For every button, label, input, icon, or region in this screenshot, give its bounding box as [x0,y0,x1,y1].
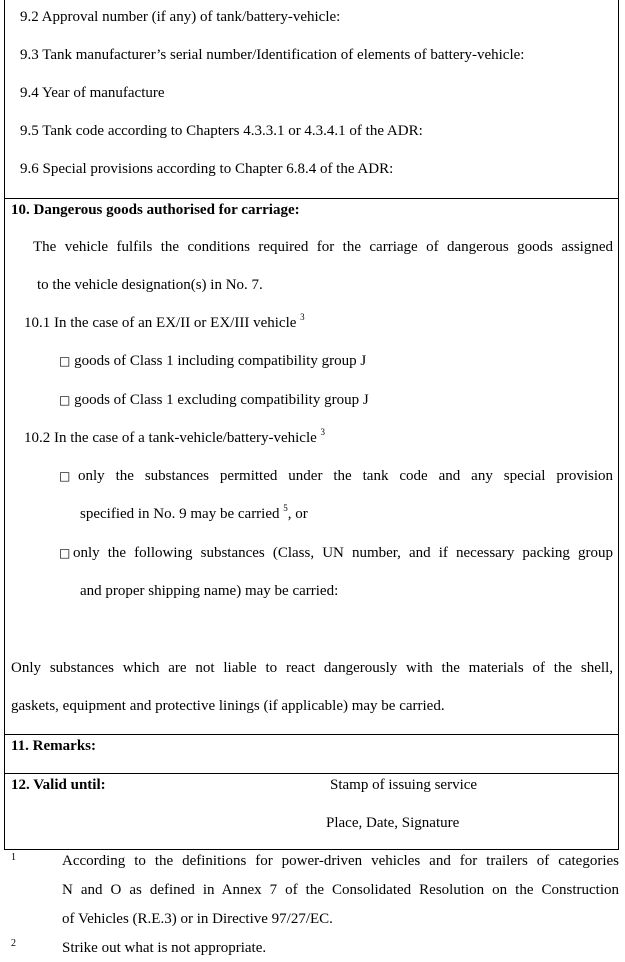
option-following-line2: and proper shipping name) may be carried: [80,583,339,599]
section-10-heading: 10. Dangerous goods authorised for carriage: [11,202,300,218]
item-10-2 [24,429,325,447]
section-10-intro-line2: to the vehicle designation(s) in No. 7. [37,277,263,293]
divider-section-10 [4,198,619,199]
divider-section-11 [4,734,619,735]
item-9-3: 9.3 Tank manufacturer’s serial number/Identification of elements of battery-vehicle: [20,47,525,63]
footnote-1-line2: N and O as defined in Annex 7 of the Consolidated Resolution on the Construction [62,882,619,898]
footnote-2-mark: 2 [11,938,16,949]
option-label: goods of Class 1 including compatibility group J [74,353,367,369]
section-12-heading: 12. Valid until: [11,777,106,793]
checkbox-icon[interactable]: □ [59,469,71,483]
section-11-heading: 11. Remarks: [11,738,96,754]
checkbox-icon[interactable]: □ [59,354,71,368]
option-label: goods of Class 1 excluding compatibility group J [74,392,369,408]
item-9-6: 9.6 Special provisions according to Chapter 6.8.4 of the ADR: [20,161,394,177]
footnote-2-line1: Strike out what is not appropriate. [62,940,267,956]
option-class1-excluding [59,391,369,409]
footnote-ref: 5 [283,503,288,513]
footnote-1-line3: of Vehicles (R.E.3) or in Directive 97/27/EC. [62,911,333,927]
option-class1-including [59,352,366,370]
footnote-1-line1: According to the definitions for power-driven vehicles and for trailers of categories [62,853,619,869]
footnote-ref: 3 [320,427,326,437]
option-following-substances [59,544,613,562]
stamp-label: Stamp of issuing service [330,777,478,793]
item-10-1 [24,314,305,332]
item-9-4: 9.4 Year of manufacture [20,85,165,101]
divider-section-12 [4,773,619,774]
option-label: only the substances permitted under the tank code and any special provision [78,468,613,484]
section-10-note-line1: Only substances which are not liable to react dangerously with the materials of the shell, [11,660,613,676]
section-10-note-line2: gaskets, equipment and protective linings (if applicable) may be carried. [11,698,445,714]
option-label-tail: , or [287,506,308,522]
checkbox-icon[interactable]: □ [59,393,71,407]
option-tank-code-line2 [80,505,308,523]
option-label-cont: specified in No. 9 may be carried [80,506,280,522]
item-9-5: 9.5 Tank code according to Chapters 4.3.3.1 or 4.3.4.1 of the ADR: [20,123,423,139]
item-9-2: 9.2 Approval number (if any) of tank/battery-vehicle: [20,9,341,25]
checkbox-icon[interactable]: □ [59,546,71,560]
section-10-intro-line1: The vehicle fulfils the conditions required for the carriage of dangerous goods assigned [33,239,613,255]
item-10-2-text: 10.2 In the case of a tank-vehicle/battery-vehicle [24,430,317,446]
item-10-1-text: 10.1 In the case of an EX/II or EX/III vehicle [24,315,297,331]
place-date-signature-label: Place, Date, Signature [326,815,460,831]
footnote-1-mark: 1 [11,852,16,863]
option-tank-code [59,467,613,485]
footnote-ref: 3 [300,312,305,322]
option-label: only the following substances (Class, UN number, and if necessary packing group [73,545,613,561]
